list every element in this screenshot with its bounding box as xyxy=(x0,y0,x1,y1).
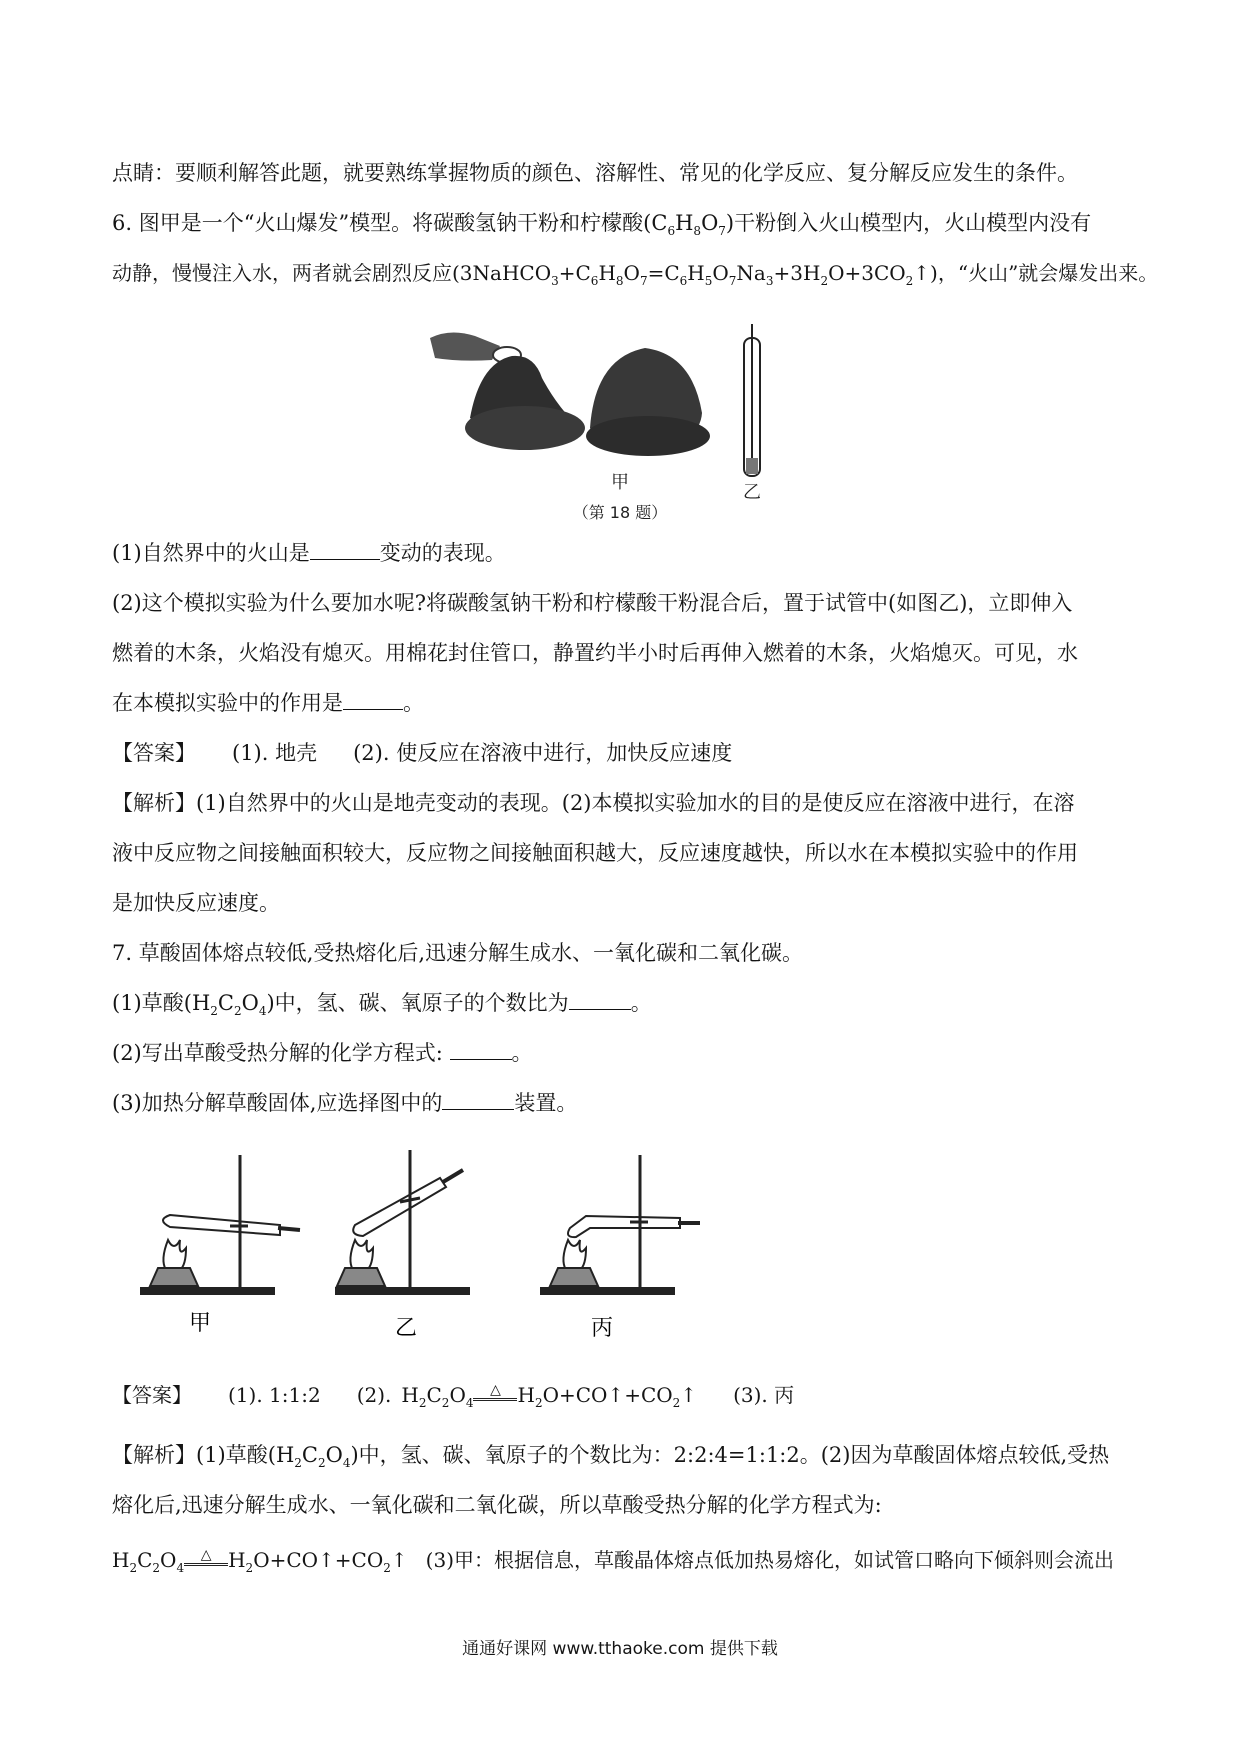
subscript: 2 xyxy=(129,1561,138,1575)
eq-part: O+CO↑+CO xyxy=(253,1548,384,1572)
eq-part: ↑ xyxy=(390,1548,408,1572)
eq-part: O xyxy=(449,1383,466,1407)
apparatus-jia xyxy=(140,1155,300,1295)
q7-3-text-a: (3)加热分解草酸固体,应选择图中的 xyxy=(112,1091,443,1115)
figure-caption: （第 18 题） xyxy=(572,503,668,522)
answer-6 xyxy=(112,738,1132,768)
q6-1-text-a: (1)自然界中的火山是 xyxy=(112,541,310,565)
eq-part: C xyxy=(137,1548,153,1572)
stopper xyxy=(443,1170,463,1182)
explanation-6-a: 【解析】(1)自然界中的火山是地壳变动的表现。(2)本模拟实验加水的目的是使反应在溶液中进行，在溶 xyxy=(112,791,1075,815)
apparatus-figure xyxy=(140,1140,740,1350)
apparatus-bing xyxy=(540,1155,700,1295)
subscript: 5 xyxy=(704,274,713,288)
q6-2-text-d: 。 xyxy=(403,691,424,715)
subscript: 2 xyxy=(441,1396,450,1410)
question-7-part-1 xyxy=(112,988,1132,1026)
stand-base xyxy=(140,1287,275,1295)
subscript: 6 xyxy=(679,274,688,288)
q7-1-text-e: O xyxy=(241,991,259,1015)
stand-base xyxy=(335,1287,470,1295)
subscript: 4 xyxy=(176,1561,185,1575)
explanation-6-line-3 xyxy=(112,888,1132,918)
eq-part: H xyxy=(517,1383,535,1407)
eq-part: H xyxy=(687,261,705,285)
flame xyxy=(163,1240,186,1270)
eq-part: H xyxy=(598,261,616,285)
test-tube xyxy=(568,1216,680,1237)
q7-3-text-b: 装置。 xyxy=(514,1091,578,1115)
eq-part: C xyxy=(426,1383,442,1407)
eq-part: ↑)，“火山”就会爆发出来。 xyxy=(913,261,1159,285)
reaction-condition: △ xyxy=(473,1382,517,1401)
eq-part: H xyxy=(112,1548,130,1572)
question-6-part-1 xyxy=(112,538,1132,568)
subscript: 8 xyxy=(615,274,624,288)
hand-shape xyxy=(430,332,500,360)
subscript: 2 xyxy=(820,274,829,288)
stopper xyxy=(278,1228,300,1230)
answer-blank xyxy=(343,691,403,710)
question-6-part-2-line-1 xyxy=(112,588,1132,618)
q6-text-c: H xyxy=(675,211,694,235)
eq-part: O+CO↑+CO xyxy=(542,1383,673,1407)
subscript: 2 xyxy=(383,1561,391,1575)
question-7 xyxy=(112,938,1132,968)
subscript: 4 xyxy=(465,1396,474,1410)
subscript: 2 xyxy=(905,274,914,288)
footer xyxy=(0,1634,1240,1659)
eq-part: O xyxy=(623,261,640,285)
decomposition-equation xyxy=(401,1382,698,1410)
explanation-7-a: C xyxy=(301,1443,318,1467)
subscript: 2 xyxy=(210,1004,218,1019)
alcohol-lamp xyxy=(337,1268,385,1286)
apparatus-yi xyxy=(335,1150,470,1295)
volcano-right-base xyxy=(586,416,710,456)
subscript: 2 xyxy=(245,1561,254,1575)
explanation-7-line-2 xyxy=(112,1490,1132,1520)
answer-7 xyxy=(112,1380,1132,1418)
question-6-line-2 xyxy=(112,258,1159,296)
explanation-6-line-2 xyxy=(112,838,1132,868)
subscript: 7 xyxy=(639,274,648,288)
eq-part: O+3CO xyxy=(828,261,906,285)
volcano-illustration xyxy=(430,318,810,526)
eq-part: H xyxy=(228,1548,246,1572)
eq-part: Na xyxy=(736,261,766,285)
q6-2-text-b: 燃着的木条，火焰没有熄灭。用棉花封住管口，静置约半小时后再伸入燃着的木条，火焰熄灭。可见，水 xyxy=(112,641,1078,665)
q7-2-text-a: (2)写出草酸受热分解的化学方程式: xyxy=(112,1041,450,1065)
q6-text-g: )干粉倒入火山模型内，火山模型内没有 xyxy=(725,211,1092,235)
tip-line xyxy=(112,158,1132,188)
answer-tag: 【答案】 xyxy=(112,741,196,765)
q7-text: 7. 草酸固体熔点较低,受热熔化后,迅速分解生成水、一氧化碳和二氧化碳。 xyxy=(112,941,804,965)
question-6-part-2-line-3 xyxy=(112,688,1132,718)
answer-blank xyxy=(450,1041,512,1060)
q6-text-e: O xyxy=(701,211,719,235)
tip-text: 点睛：要顺利解答此题，就要熟练掌握物质的颜色、溶解性、常见的化学反应、复分解反应发生的条件。 xyxy=(112,161,1078,185)
subscript: 3 xyxy=(551,274,559,288)
question-7-part-3 xyxy=(112,1088,1132,1118)
answer-7-2-label: (2). xyxy=(356,1383,392,1407)
footer-text: 通通好课网 www.tthaoke.com 提供下载 xyxy=(462,1639,778,1659)
subscript: 2 xyxy=(317,1456,326,1471)
explanation-7-line-3 xyxy=(112,1545,1132,1583)
question-6-line-1 xyxy=(112,208,1132,246)
subscript: 4 xyxy=(258,1004,267,1019)
apparatus-illustration xyxy=(140,1140,740,1350)
answer-7-3: (3). 丙 xyxy=(733,1383,795,1407)
decomposition-equation xyxy=(112,1547,408,1575)
alcohol-lamp xyxy=(550,1268,598,1286)
flame xyxy=(350,1240,373,1270)
explanation-7-a: O xyxy=(325,1443,343,1467)
explanation-6-b: 液中反应物之间接触面积较大，反应物之间接触面积越大，反应速度越快，所以水在本模拟实验中的作用 xyxy=(112,841,1078,865)
q7-1-text-a: (1)草酸(H xyxy=(112,991,211,1015)
q7-2-text-b: 。 xyxy=(511,1041,533,1065)
q7-1-text-h: 。 xyxy=(630,991,652,1015)
eq-part: =C xyxy=(647,261,680,285)
figure-label-yi: 乙 xyxy=(743,482,761,503)
figure-label-jia: 甲 xyxy=(611,472,629,493)
explanation-7-a: 【解析】(1)草酸(H xyxy=(112,1443,295,1467)
explanation-6-line-1 xyxy=(112,788,1132,818)
explanation-7-b: 熔化后,迅速分解生成水、一氧化碳和二氧化碳，所以草酸受热分解的化学方程式为: xyxy=(112,1493,882,1517)
eq-part: O xyxy=(712,261,729,285)
subscript: 4 xyxy=(342,1456,351,1471)
subscript: 2 xyxy=(672,1396,681,1410)
volcano-figure xyxy=(430,318,810,526)
subscript: 7 xyxy=(728,274,737,288)
subscript: 2 xyxy=(152,1561,161,1575)
q7-1-text-c: C xyxy=(217,991,234,1015)
q6-2-text-c: 在本模拟实验中的作用是 xyxy=(112,691,343,715)
question-6-part-2-line-2 xyxy=(112,638,1132,668)
eq-part: ↑ xyxy=(680,1383,698,1407)
answer-6-1: (1). 地壳 xyxy=(232,741,318,765)
q7-1-text-g: )中，氢、碳、氧原子的个数比为 xyxy=(266,991,569,1015)
eq-part: +3H xyxy=(773,261,821,285)
subscript: 8 xyxy=(693,224,702,239)
subscript: 3 xyxy=(765,274,774,288)
explanation-7-line-1 xyxy=(112,1440,1132,1478)
subscript: 2 xyxy=(534,1396,543,1410)
figure-label-yi: 乙 xyxy=(394,1316,418,1341)
answer-tag: 【答案】 xyxy=(112,1383,192,1407)
test-tube xyxy=(163,1215,280,1235)
subscript: 2 xyxy=(418,1396,427,1410)
q6-1-text-b: 变动的表现。 xyxy=(379,541,506,565)
answer-6-2: (2). 使反应在溶液中进行，加快反应速度 xyxy=(353,741,733,765)
figure-label-bing: 丙 xyxy=(590,1316,614,1341)
explanation-7-a: )中，氢、碳、氧原子的个数比为：2:2:4=1:1:2。(2)因为草酸固体熔点较低,受热 xyxy=(350,1443,1110,1467)
subscript: 2 xyxy=(233,1004,242,1019)
subscript: 2 xyxy=(294,1456,302,1471)
volcano-left-base xyxy=(465,406,585,450)
eq-part: +C xyxy=(558,261,591,285)
stand-base xyxy=(540,1287,675,1295)
eq-part: 动静，慢慢注入水，两者就会剧烈反应(3NaHCO xyxy=(112,261,552,285)
explanation-7-c: (3)甲：根据信息，草酸晶体熔点低加热易熔化，如试管口略向下倾斜则会流出 xyxy=(425,1548,1115,1572)
answer-blank xyxy=(310,541,380,560)
q6-text-a: 6. 图甲是一个“火山爆发”模型。将碳酸氢钠干粉和柠檬酸(C xyxy=(112,211,668,235)
reaction-condition: △ xyxy=(184,1547,228,1566)
subscript: 6 xyxy=(590,274,599,288)
explanation-6-c: 是加快反应速度。 xyxy=(112,891,280,915)
answer-blank xyxy=(569,991,631,1010)
subscript: 7 xyxy=(718,224,726,239)
subscript: 6 xyxy=(667,224,676,239)
test-tube xyxy=(353,1178,446,1236)
eq-part: H xyxy=(401,1383,419,1407)
tube-powder xyxy=(746,458,758,474)
figure-label-jia: 甲 xyxy=(188,1311,212,1336)
q6-2-text-a: (2)这个模拟实验为什么要加水呢?将碳酸氢钠干粉和柠檬酸干粉混合后，置于试管中(如图乙)，立即伸入 xyxy=(112,591,1073,615)
flame xyxy=(563,1240,586,1270)
alcohol-lamp xyxy=(150,1268,198,1286)
answer-7-1: (1). 1:1:2 xyxy=(228,1383,321,1407)
question-7-part-2 xyxy=(112,1038,1132,1068)
eq-part: O xyxy=(160,1548,177,1572)
answer-blank xyxy=(442,1091,514,1110)
